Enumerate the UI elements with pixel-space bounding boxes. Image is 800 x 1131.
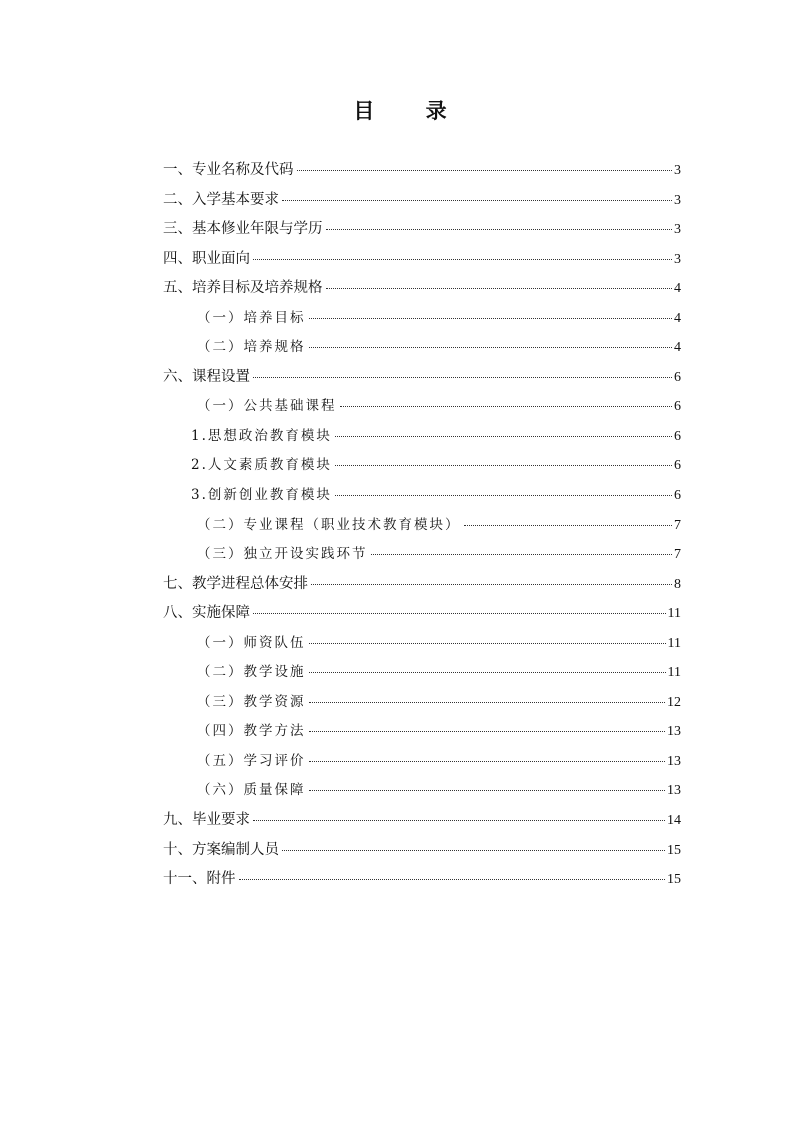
toc-entry-page-number: 7: [674, 547, 681, 563]
toc-dot-leader: [309, 347, 673, 348]
toc-entry-label: （一）培养目标: [197, 309, 306, 326]
toc-dot-leader: [309, 702, 666, 703]
toc-entry-label: 1.思想政治教育模块: [191, 427, 332, 444]
toc-entry-label: 一、专业名称及代码: [163, 162, 294, 178]
toc-dot-leader: [309, 672, 666, 673]
toc-entry-page-number: 6: [674, 458, 681, 474]
toc-entry-subsection-6-3[interactable]: [163, 540, 681, 570]
toc-entry-page-number: 6: [674, 399, 681, 415]
toc-dot-leader: [309, 731, 666, 732]
toc-entry-section-10[interactable]: [163, 836, 681, 866]
toc-dot-leader: [282, 200, 672, 201]
toc-entry-section-11[interactable]: [163, 865, 681, 895]
toc-entry-item-6-1-1[interactable]: [163, 422, 681, 452]
toc-entry-label: 十、方案编制人员: [163, 841, 279, 858]
toc-entry-section-6[interactable]: [163, 363, 681, 393]
page-title: 目 录: [353, 99, 469, 123]
toc-dot-leader: [253, 377, 672, 378]
toc-entry-page-number: 15: [667, 842, 681, 858]
toc-entry-subsection-6-1[interactable]: [163, 392, 681, 422]
toc-entry-label: （六）质量保障: [197, 782, 306, 799]
toc-dot-leader: [464, 525, 673, 526]
toc-entry-label: 2.人文素质教育模块: [191, 457, 332, 474]
toc-dot-leader: [282, 850, 665, 851]
toc-entry-page-number: 4: [674, 281, 681, 297]
toc-entry-page-number: 13: [667, 753, 681, 769]
toc-dot-leader: [311, 584, 672, 585]
toc-entry-label: （二）培养规格: [197, 339, 306, 356]
toc-entry-subsection-8-3[interactable]: [163, 688, 681, 718]
toc-dot-leader: [371, 554, 673, 555]
toc-entry-page-number: 3: [674, 251, 681, 267]
toc-entry-label: （二）专业课程（职业技术教育模块）: [197, 516, 461, 533]
toc-entry-subsection-6-2[interactable]: [163, 511, 681, 541]
toc-dot-leader: [326, 229, 673, 230]
toc-entry-label: 3.创新创业教育模块: [191, 487, 332, 504]
toc-entry-page-number: 3: [674, 222, 681, 238]
toc-entry-subsection-8-1[interactable]: [163, 629, 681, 659]
toc-entry-label: 六、课程设置: [163, 368, 250, 385]
toc-entry-subsection-8-4[interactable]: [163, 717, 681, 747]
toc-entry-label: （一）师资队伍: [197, 634, 306, 651]
toc-dot-leader: [326, 288, 673, 289]
toc-entry-label: 十一、附件: [163, 871, 236, 888]
toc-entry-page-number: 11: [667, 635, 681, 651]
toc-entry-item-6-1-3[interactable]: [163, 481, 681, 511]
toc-entry-page-number: 8: [674, 576, 681, 592]
toc-entry-section-9[interactable]: [163, 806, 681, 836]
toc-entry-label: （四）教学方法: [197, 723, 306, 740]
toc-dot-leader: [309, 761, 666, 762]
toc-dot-leader: [239, 879, 666, 880]
toc-entry-page-number: 6: [674, 369, 681, 385]
toc-entry-label: 九、毕业要求: [163, 812, 250, 829]
toc-entry-page-number: 13: [667, 783, 681, 799]
toc-entry-subsection-8-5[interactable]: [163, 747, 681, 777]
toc-entry-section-3[interactable]: [163, 215, 681, 245]
toc-entry-page-number: 3: [674, 163, 681, 178]
toc-entry-section-4[interactable]: [163, 245, 681, 275]
toc-dot-leader: [297, 170, 673, 171]
toc-entry-section-5[interactable]: [163, 274, 681, 304]
toc-entry-label: 七、教学进程总体安排: [163, 575, 308, 592]
toc-entry-page-number: 6: [674, 428, 681, 444]
toc-dot-leader: [340, 406, 673, 407]
toc-dot-leader: [253, 613, 666, 614]
toc-entry-section-7[interactable]: [163, 570, 681, 600]
toc-entry-subsection-5-1[interactable]: [163, 304, 681, 334]
toc-entry-label: （二）教学设施: [197, 664, 306, 681]
toc-entry-subsection-8-6[interactable]: [163, 776, 681, 806]
toc-entry-page-number: 4: [674, 340, 681, 356]
toc-entry-page-number: 15: [667, 872, 681, 888]
toc-entry-page-number: 14: [667, 813, 681, 829]
toc-dot-leader: [335, 465, 672, 466]
toc-entry-subsection-8-2[interactable]: [163, 658, 681, 688]
toc-dot-leader: [309, 318, 673, 319]
toc-entry-page-number: 11: [667, 606, 681, 622]
toc-entry-label: 五、培养目标及培养规格: [163, 280, 323, 297]
toc-entry-page-number: 7: [674, 517, 681, 533]
toc-entry-section-8[interactable]: [163, 599, 681, 629]
toc-entry-label: 四、职业面向: [163, 250, 250, 267]
toc-dot-leader: [309, 643, 666, 644]
toc-entry-section-2[interactable]: [163, 186, 681, 216]
toc-entry-label: （三）独立开设实践环节: [197, 546, 368, 563]
toc-entry-section-1[interactable]: [163, 156, 681, 186]
toc-entry-page-number: 3: [674, 192, 681, 208]
toc-dot-leader: [309, 790, 666, 791]
toc-dot-leader: [335, 495, 672, 496]
toc-entry-subsection-5-2[interactable]: [163, 333, 681, 363]
toc-entry-page-number: 12: [667, 694, 681, 710]
toc-entry-page-number: 4: [674, 310, 681, 326]
toc-dot-leader: [335, 436, 672, 437]
toc-entry-label: 八、实施保障: [163, 605, 250, 622]
toc-entry-label: 三、基本修业年限与学历: [163, 221, 323, 238]
toc-entry-label: （三）教学资源: [197, 693, 306, 710]
toc-dot-leader: [253, 820, 665, 821]
toc-entry-label: （五）学习评价: [197, 752, 306, 769]
toc-entry-page-number: 13: [667, 724, 681, 740]
table-of-contents: [163, 156, 681, 895]
toc-dot-leader: [253, 259, 672, 260]
toc-entry-label: 二、入学基本要求: [163, 191, 279, 208]
toc-entry-page-number: 11: [667, 665, 681, 681]
toc-entry-label: （一）公共基础课程: [197, 398, 337, 415]
toc-entry-page-number: 6: [674, 488, 681, 504]
toc-entry-item-6-1-2[interactable]: [163, 451, 681, 481]
